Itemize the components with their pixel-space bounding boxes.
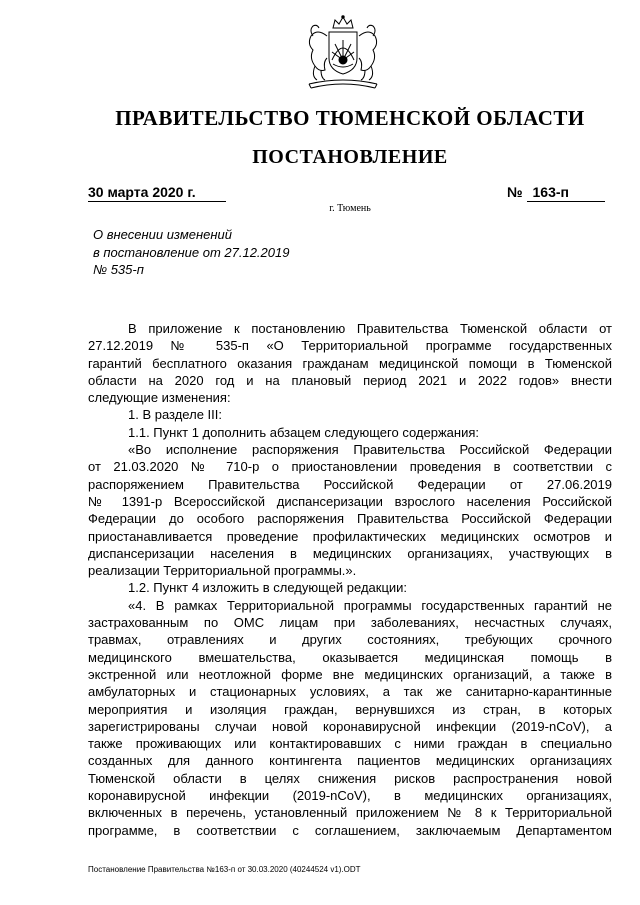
text-line: 1.2. Пункт 4 изложить в следующей редакции: <box>128 580 408 596</box>
text-line: реализации Территориальной программы.». <box>88 563 357 579</box>
paragraph-intro <box>88 320 612 406</box>
text-line: следующие изменения: <box>88 390 231 406</box>
text-line: экстренной или неотложной форме вне медицинских организаций, а также в <box>88 666 612 682</box>
document-number <box>507 184 605 202</box>
text-line: также проживающих или контактировавших с ними граждан в специально <box>88 736 612 752</box>
text-line: Федерации до особого распоряжения Правительства Российской Федерации <box>88 511 612 527</box>
text-line: 1. В разделе III: <box>128 407 222 423</box>
text-line: Тюменской области в целях снижения рисков распространения новой <box>88 770 612 786</box>
text-line: 1.1. Пункт 1 дополнить абзацем следующего содержания: <box>128 424 479 440</box>
text-line: амбулаторных и стационарных условиях, а так же санитарно-карантинные <box>88 684 612 700</box>
page-footer: Постановление Правительства №163-п от 30.03.2020 (40244524 v1).ODT <box>88 865 361 874</box>
text-line: распоряжением Правительства Российской Федерации от 27.06.2019 <box>88 476 612 492</box>
subject-line: в постановление от 27.12.2019 <box>93 244 290 260</box>
text-line: созданных для данного контингента пациентов медицинских организациях <box>88 753 612 769</box>
number-value: 163-п <box>527 184 605 202</box>
text-line: программе, в соответствии с соглашением, заключаемым Департаментом <box>88 822 612 838</box>
text-line: мероприятия и изоляция граждан, вернувшихся из стран, в которых <box>88 701 612 717</box>
text-line: застрахованным по ОМС лицам при заболеваниях, несчастных случаях, <box>88 615 612 631</box>
text-line: № 1391-р Всероссийской диспансеризации взрослого населения Российской <box>88 493 612 509</box>
coat-of-arms-emblem <box>299 14 387 96</box>
number-prefix: № <box>507 184 523 200</box>
government-title: ПРАВИТЕЛЬСТВО ТЮМЕНСКОЙ ОБЛАСТИ <box>115 106 585 130</box>
document-subject <box>93 226 393 279</box>
document-type: ПОСТАНОВЛЕНИЕ <box>252 146 448 168</box>
paragraph-quote-2 <box>88 597 612 839</box>
paragraph-quote-1 <box>88 441 612 579</box>
document-date: 30 марта 2020 г. <box>88 184 226 202</box>
text-line: травмах, отравлениях и других состояниях, требующих срочного <box>88 632 612 648</box>
text-line: «4. В рамках Территориальной программы государственных гарантий не <box>128 597 612 613</box>
paragraph-item-1-1 <box>88 424 612 441</box>
text-line: диспансеризации населения в медицинских организациях, участвующих в <box>88 545 612 561</box>
paragraph-item-1 <box>88 406 612 423</box>
subject-line: О внесении изменений <box>93 227 232 242</box>
text-line: 27.12.2019 № 535-п «О Территориальной программе государственных <box>88 338 612 354</box>
text-line: зарегистрированы случаи новой коронавирусной инфекции (2019-nCoV), а <box>88 718 612 734</box>
text-line: В приложение к постановлению Правительства Тюменской области от <box>128 321 612 336</box>
city: г. Тюмень <box>329 203 371 214</box>
text-line: «Во исполнение распоряжения Правительства Российской Федерации <box>128 442 612 458</box>
text-line: медицинского вмешательства, оказывается медицинская помощь в <box>88 649 612 665</box>
paragraph-item-1-2 <box>88 579 612 596</box>
document-body <box>88 320 612 839</box>
text-line: приостанавливается проведение профилактических медицинских осмотров и <box>88 528 612 544</box>
text-line: области на 2020 год и на плановый период 2021 и 2022 годов» внести <box>88 372 612 388</box>
text-line: от 21.03.2020 № 710-р о приостановлении проведения в соответствии с <box>88 459 612 475</box>
text-line: коронавирусной инфекции (2019-nCoV), в медицинских организациях, <box>88 788 612 804</box>
text-line: включенных в перечень, установленный приложением № 8 к Территориальной <box>88 805 612 821</box>
text-line: гарантий бесплатного оказания гражданам медицинской помощи в Тюменской <box>88 355 612 371</box>
subject-line: № 535-п <box>93 262 144 277</box>
